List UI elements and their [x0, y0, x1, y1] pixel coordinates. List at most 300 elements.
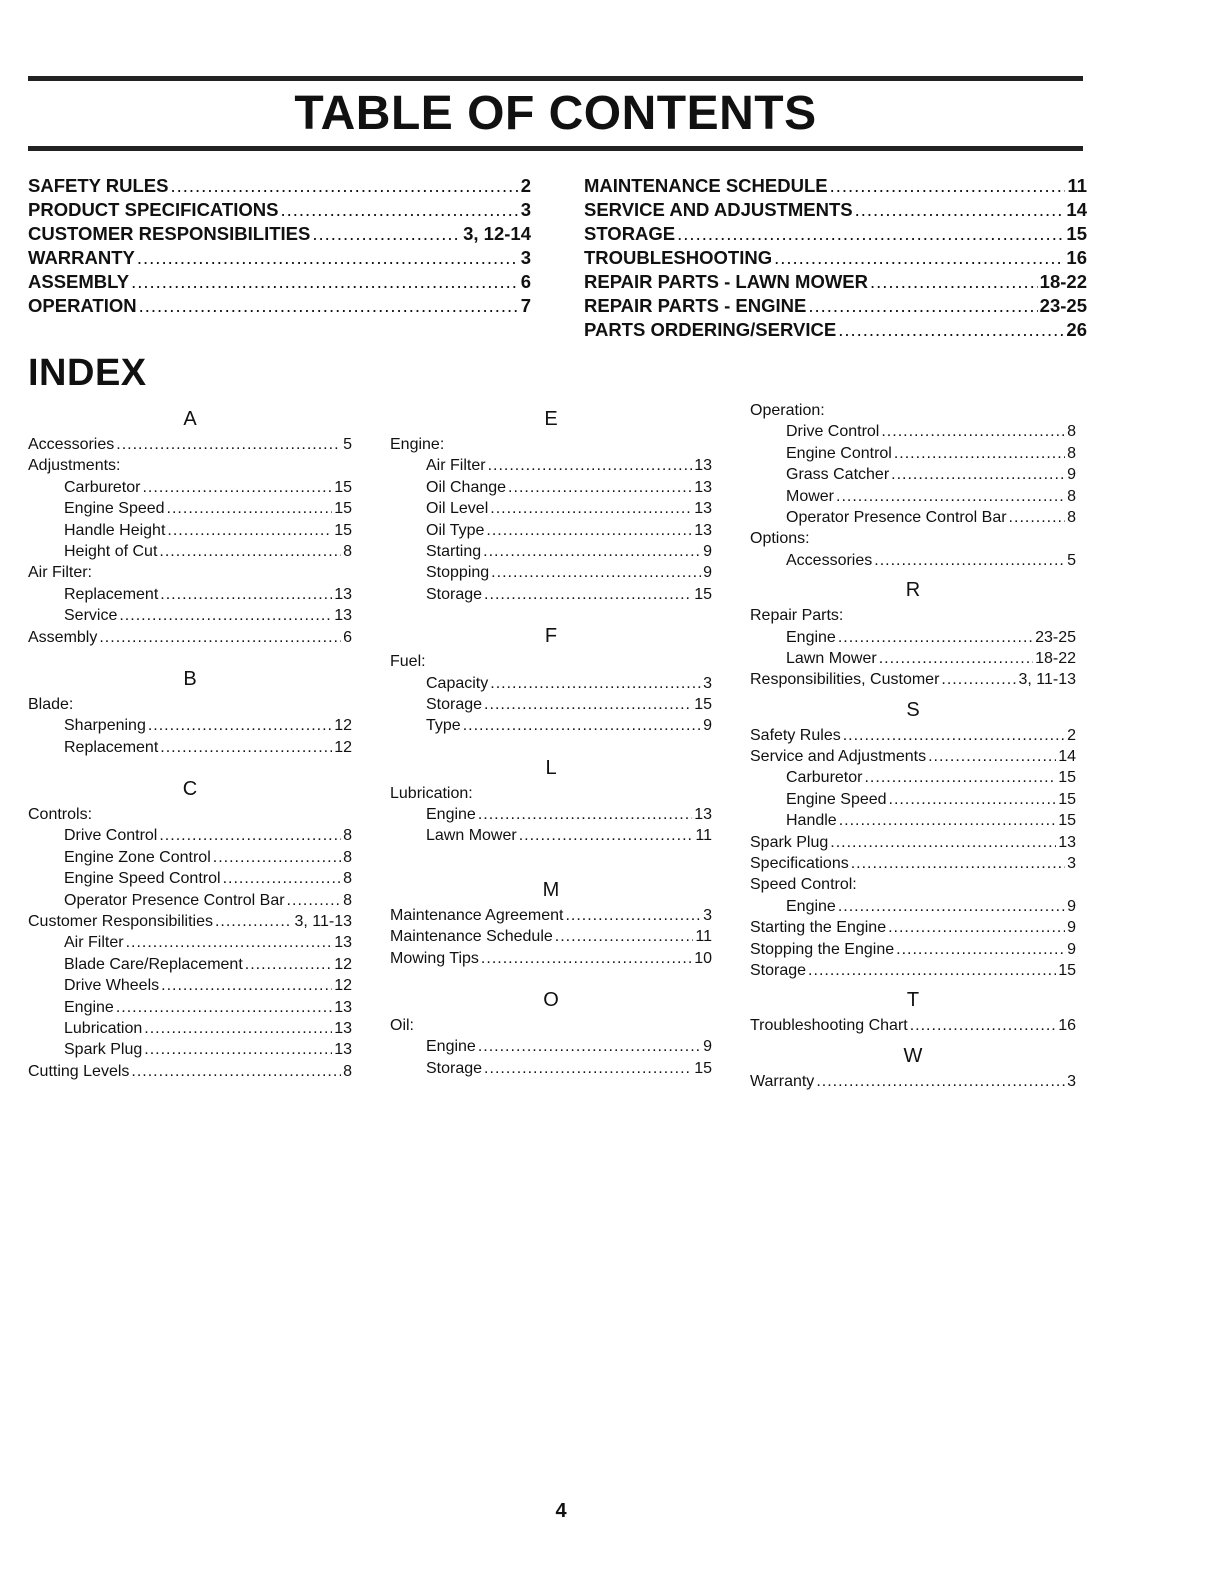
index-entry	[28, 627, 352, 648]
section-gap	[28, 648, 352, 660]
entry-label: Assembly	[28, 628, 98, 646]
entry-page: 12	[334, 977, 352, 995]
entry-label: Oil Level	[426, 500, 489, 518]
entry-label: Drive Wheels	[64, 977, 160, 995]
index-subentry	[28, 737, 352, 758]
entry-label: Warranty	[750, 1072, 815, 1090]
entry-label: TROUBLESHOOTING	[584, 247, 773, 268]
dot-leader	[519, 825, 694, 846]
dot-leader	[144, 1039, 332, 1060]
index-group-heading	[750, 400, 1076, 421]
dot-leader	[677, 222, 1064, 246]
entry-page: 11	[695, 827, 712, 845]
toc-right-column	[584, 174, 1087, 342]
entry-page: 15	[1058, 812, 1076, 830]
entry-page: 13	[334, 1019, 352, 1037]
entry-page: 3	[703, 906, 712, 924]
entry-page: 13	[694, 478, 712, 496]
entry-page: 15	[694, 585, 712, 603]
entry-page: 18-22	[1035, 649, 1076, 667]
entry-label: Engine Speed	[786, 790, 887, 808]
toc-entry	[28, 198, 531, 222]
dot-leader	[843, 725, 1065, 746]
section-gap	[28, 758, 352, 770]
dot-leader	[808, 294, 1037, 318]
index-letter-heading: W	[903, 1044, 923, 1067]
entry-label: Oil Type	[426, 521, 485, 539]
toc-entry	[28, 246, 531, 270]
index-subentry	[750, 810, 1076, 831]
entry-label: Operator Presence Control Bar	[64, 891, 285, 909]
entry-label: Maintenance Schedule	[390, 928, 553, 946]
dot-leader	[565, 905, 701, 926]
entry-label: Air Filter	[426, 457, 486, 475]
entry-label: Starting	[426, 542, 482, 560]
index-column-3	[750, 400, 1076, 1092]
entry-label: Blade Care/Replacement	[64, 955, 243, 973]
index-subentry	[750, 443, 1076, 464]
dot-leader	[896, 939, 1065, 960]
index-entry	[750, 1015, 1076, 1036]
index-group-heading	[28, 562, 352, 583]
index-subentry	[28, 715, 352, 736]
dot-leader	[838, 896, 1065, 917]
entry-label: Controls:	[28, 806, 93, 824]
index-subentry	[28, 1018, 352, 1039]
entry-label: Safety Rules	[750, 726, 841, 744]
entry-label: STORAGE	[584, 223, 676, 244]
entry-page: 13	[694, 457, 712, 475]
entry-label: Oil:	[390, 1017, 414, 1035]
dot-leader	[131, 270, 519, 294]
dot-leader	[874, 550, 1065, 571]
entry-page: 15	[1058, 769, 1076, 787]
top-rule	[28, 76, 1083, 81]
dot-leader	[888, 917, 1065, 938]
index-subentry	[750, 421, 1076, 442]
index-group-heading	[28, 694, 352, 715]
entry-page: 8	[343, 891, 352, 909]
toc-entry	[584, 222, 1087, 246]
index-subentry	[28, 868, 352, 889]
dot-leader	[144, 1018, 332, 1039]
dot-leader	[116, 997, 332, 1018]
entry-page: 15	[1058, 790, 1076, 808]
index-subentry	[28, 997, 352, 1018]
entry-page: 13	[1058, 833, 1076, 851]
entry-page: 10	[694, 949, 712, 967]
entry-page: 16	[1066, 247, 1087, 268]
dot-leader	[491, 562, 701, 583]
dot-leader	[490, 673, 701, 694]
entry-label: REPAIR PARTS - LAWN MOWER	[584, 271, 868, 292]
entry-page: 14	[1058, 748, 1076, 766]
dot-leader	[891, 464, 1065, 485]
entry-label: Engine Speed Control	[64, 870, 221, 888]
dot-leader	[148, 715, 332, 736]
dot-leader	[1009, 507, 1066, 528]
entry-label: Fuel:	[390, 653, 426, 671]
entry-label: Starting the Engine	[750, 919, 887, 937]
index-subentry	[28, 954, 352, 975]
bottom-rule	[28, 146, 1083, 151]
entry-label: Capacity	[426, 674, 489, 692]
entry-page: 13	[334, 585, 352, 603]
entry-label: Spark Plug	[750, 833, 829, 851]
entry-label: Stopping the Engine	[750, 940, 895, 958]
section-gap	[390, 847, 712, 859]
index-subentry	[390, 825, 712, 846]
section-gap	[390, 859, 712, 871]
section-gap	[390, 737, 712, 749]
entry-page: 8	[343, 542, 352, 560]
entry-label: Sharpening	[64, 717, 146, 735]
entry-page: 13	[694, 521, 712, 539]
entry-page: 13	[694, 806, 712, 824]
entry-label: Stopping	[426, 564, 490, 582]
dot-leader	[881, 421, 1065, 442]
entry-label: Handle Height	[64, 521, 166, 539]
index-subentry	[28, 584, 352, 605]
dot-leader	[808, 960, 1056, 981]
entry-page: 3, 12-14	[463, 223, 531, 244]
entry-page: 8	[1067, 423, 1076, 441]
entry-label: Operator Presence Control Bar	[786, 508, 1007, 526]
entry-label: SAFETY RULES	[28, 175, 169, 196]
index-letter-heading: B	[183, 667, 197, 690]
entry-label: Mower	[786, 487, 835, 505]
toc-entry	[28, 222, 531, 246]
dot-leader	[170, 174, 518, 198]
entry-label: Storage	[750, 961, 807, 979]
index-entry	[390, 905, 712, 926]
entry-page: 2	[520, 175, 531, 196]
entry-label: SERVICE AND ADJUSTMENTS	[584, 199, 853, 220]
entry-label: WARRANTY	[28, 247, 135, 268]
dot-leader	[142, 477, 332, 498]
index-subentry	[390, 804, 712, 825]
entry-label: Handle	[786, 812, 837, 830]
entry-page: 6	[343, 628, 352, 646]
index-subentry	[28, 825, 352, 846]
dot-leader	[555, 926, 694, 947]
index-subentry	[750, 550, 1076, 571]
entry-page: 11	[1067, 175, 1087, 196]
index-subentry	[28, 890, 352, 911]
index-entry	[750, 669, 1076, 690]
index-entry	[750, 1071, 1076, 1092]
index-subentry	[390, 562, 712, 583]
entry-page: 13	[694, 500, 712, 518]
entry-label: Accessories	[28, 436, 115, 453]
entry-page: 23-25	[1039, 295, 1087, 316]
dot-leader	[481, 948, 692, 969]
section-gap	[390, 969, 712, 981]
dot-leader	[839, 810, 1057, 831]
entry-page: 3, 11-13	[294, 913, 352, 931]
entry-page: 13	[334, 934, 352, 952]
index-subentry	[390, 715, 712, 736]
index-letter-heading: L	[545, 756, 557, 779]
index-subentry	[28, 847, 352, 868]
entry-page: 26	[1066, 319, 1087, 340]
dot-leader	[889, 789, 1057, 810]
index-subentry	[750, 767, 1076, 788]
entry-label: Carburetor	[64, 478, 141, 496]
index-group-heading	[28, 455, 352, 476]
entry-page: 9	[1067, 466, 1076, 484]
entry-label: Service	[64, 607, 118, 625]
toc-entry	[584, 174, 1087, 198]
entry-page: 2	[1067, 726, 1076, 744]
entry-label: Storage	[426, 695, 483, 713]
entry-label: Maintenance Agreement	[390, 906, 564, 924]
index-group-heading	[750, 874, 1076, 895]
dot-leader	[484, 1058, 692, 1079]
entry-label: Engine	[64, 998, 114, 1016]
index-subentry	[28, 520, 352, 541]
page-title: TABLE OF CONTENTS	[294, 87, 817, 140]
entry-page: 7	[520, 295, 531, 316]
entry-label: Options:	[750, 530, 810, 548]
index-letter-heading: C	[182, 778, 198, 801]
index-subentry	[390, 694, 712, 715]
section-gap	[390, 605, 712, 617]
dot-leader	[119, 605, 332, 626]
entry-page: 8	[1067, 508, 1076, 526]
entry-label: Drive Control	[64, 827, 158, 845]
entry-page: 14	[1066, 199, 1087, 220]
entry-page: 15	[1066, 223, 1087, 244]
entry-page: 9	[1067, 940, 1076, 958]
entry-page: 15	[334, 500, 352, 518]
index-entry	[750, 725, 1076, 746]
index-entry	[750, 853, 1076, 874]
index-entry	[750, 832, 1076, 853]
entry-page: 9	[703, 564, 712, 582]
index-subentry	[390, 498, 712, 519]
dot-leader	[838, 627, 1033, 648]
entry-label: Operation:	[750, 402, 825, 419]
dot-leader	[910, 1015, 1056, 1036]
entry-label: Engine Zone Control	[64, 848, 211, 866]
index-entry	[750, 960, 1076, 981]
entry-page: 9	[703, 717, 712, 735]
index-subentry	[390, 584, 712, 605]
index-entry	[750, 939, 1076, 960]
dot-leader	[486, 520, 692, 541]
entry-page: 8	[343, 870, 352, 888]
index-subentry	[750, 464, 1076, 485]
index-subentry	[390, 1058, 712, 1079]
toc-entry	[584, 246, 1087, 270]
dot-leader	[941, 669, 1016, 690]
dot-leader	[463, 715, 701, 736]
dot-leader	[99, 627, 341, 648]
entry-label: PARTS ORDERING/SERVICE	[584, 319, 837, 340]
entry-page: 5	[1067, 551, 1076, 569]
index-letter-heading: E	[544, 408, 558, 430]
dot-leader	[508, 477, 692, 498]
dot-leader	[484, 694, 692, 715]
dot-leader	[879, 648, 1033, 669]
entry-label: Adjustments:	[28, 457, 121, 475]
entry-page: 12	[334, 738, 352, 756]
index-letter-heading: S	[906, 698, 920, 721]
index-group-heading	[750, 528, 1076, 549]
entry-label: PRODUCT SPECIFICATIONS	[28, 199, 279, 220]
dot-leader	[245, 954, 332, 975]
toc-left-column	[28, 174, 531, 318]
dot-leader	[490, 498, 692, 519]
entry-page: 8	[343, 827, 352, 845]
index-letter-heading: R	[905, 579, 921, 602]
dot-leader	[928, 746, 1056, 767]
dot-leader	[851, 853, 1065, 874]
dot-leader	[488, 455, 693, 476]
entry-label: Mowing Tips	[390, 949, 479, 967]
index-letter-heading: M	[542, 878, 560, 901]
index-subentry	[28, 932, 352, 953]
toc-entry	[28, 294, 531, 318]
dot-leader	[161, 975, 332, 996]
dot-leader	[167, 498, 333, 519]
index-entry	[28, 1061, 352, 1082]
entry-label: OPERATION	[28, 295, 137, 316]
dot-leader	[167, 520, 332, 541]
entry-label: Lubrication:	[390, 784, 473, 802]
entry-page: 15	[694, 1059, 712, 1077]
entry-label: Cutting Levels	[28, 1062, 130, 1080]
entry-page: 13	[334, 1041, 352, 1059]
entry-label: Lawn Mower	[786, 649, 877, 667]
index-subentry	[28, 1039, 352, 1060]
index-heading: INDEX	[28, 352, 147, 394]
index-entry	[390, 948, 712, 969]
entry-page: 8	[343, 848, 352, 866]
entry-page: 18-22	[1039, 271, 1087, 292]
index-subentry	[750, 627, 1076, 648]
entry-label: Height of Cut	[64, 542, 158, 560]
index-letter-heading: T	[906, 989, 920, 1012]
dot-leader	[855, 198, 1065, 222]
entry-page: 15	[334, 478, 352, 496]
entry-label: Engine	[426, 806, 476, 824]
entry-page: 15	[334, 521, 352, 539]
entry-page: 9	[1067, 919, 1076, 937]
dot-leader	[126, 932, 333, 953]
entry-label: Blade:	[28, 695, 74, 713]
entry-label: Customer Responsibilities	[28, 913, 213, 931]
entry-page: 8	[1067, 444, 1076, 462]
index-subentry	[750, 486, 1076, 507]
entry-label: Air Filter:	[28, 564, 92, 582]
toc-entry	[584, 270, 1087, 294]
entry-page: 13	[334, 998, 352, 1016]
page-number: 4	[555, 1500, 567, 1522]
entry-label: Responsibilities, Customer	[750, 671, 940, 689]
entry-page: 5	[343, 436, 352, 453]
index-subentry	[750, 648, 1076, 669]
index-column-2	[390, 400, 712, 1079]
dot-leader	[116, 434, 341, 455]
entry-page: 3	[520, 247, 531, 268]
index-subentry	[390, 1036, 712, 1057]
entry-label: Speed Control:	[750, 876, 857, 894]
entry-page: 12	[334, 955, 352, 973]
entry-page: 9	[703, 1038, 712, 1056]
index-group-heading	[390, 434, 712, 455]
entry-label: Engine:	[390, 436, 445, 453]
dot-leader	[478, 1036, 701, 1057]
dot-leader	[159, 825, 341, 846]
entry-label: Lubrication	[64, 1019, 143, 1037]
entry-page: 3	[520, 199, 531, 220]
dot-leader	[830, 832, 1056, 853]
index-entry	[28, 434, 352, 455]
index-subentry	[390, 455, 712, 476]
index-group-heading	[28, 804, 352, 825]
dot-leader	[838, 318, 1064, 342]
index-group-heading	[390, 1015, 712, 1036]
entry-label: Air Filter	[64, 934, 124, 952]
entry-page: 8	[1067, 487, 1076, 505]
entry-page: 8	[343, 1062, 352, 1080]
entry-label: Type	[426, 717, 461, 735]
dot-leader	[160, 584, 332, 605]
entry-label: Engine Speed	[64, 500, 165, 518]
index-subentry	[750, 896, 1076, 917]
index-subentry	[28, 541, 352, 562]
entry-label: Engine	[786, 897, 836, 915]
entry-page: 12	[334, 717, 352, 735]
entry-page: 9	[1067, 897, 1076, 915]
toc-entry	[584, 198, 1087, 222]
entry-label: Repair Parts:	[750, 607, 844, 625]
entry-page: 3	[703, 674, 712, 692]
entry-label: Replacement	[64, 585, 159, 603]
index-subentry	[28, 605, 352, 626]
index-column-1	[28, 400, 352, 1082]
index-subentry	[28, 498, 352, 519]
entry-label: Engine	[786, 628, 836, 646]
dot-leader	[484, 584, 692, 605]
entry-page: 13	[334, 607, 352, 625]
index-subentry	[28, 477, 352, 498]
entry-label: Engine Control	[786, 444, 892, 462]
entry-page: 6	[520, 271, 531, 292]
dot-leader	[312, 222, 461, 246]
entry-label: Storage	[426, 1059, 483, 1077]
dot-leader	[830, 174, 1066, 198]
dot-leader	[864, 767, 1056, 788]
entry-label: Storage	[426, 585, 483, 603]
dot-leader	[478, 804, 692, 825]
index-subentry	[750, 507, 1076, 528]
dot-leader	[816, 1071, 1065, 1092]
entry-page: 15	[1058, 961, 1076, 979]
index-subentry	[28, 975, 352, 996]
entry-label: Spark Plug	[64, 1041, 143, 1059]
index-letter-heading: F	[544, 625, 558, 648]
entry-page: 3	[1067, 1072, 1076, 1090]
entry-page: 11	[695, 928, 712, 946]
entry-label: Troubleshooting Chart	[750, 1017, 908, 1035]
entry-label: Specifications	[750, 855, 849, 873]
entry-label: CUSTOMER RESPONSIBILITIES	[28, 223, 311, 244]
entry-label: Lawn Mower	[426, 827, 517, 845]
index-group-heading	[390, 651, 712, 672]
